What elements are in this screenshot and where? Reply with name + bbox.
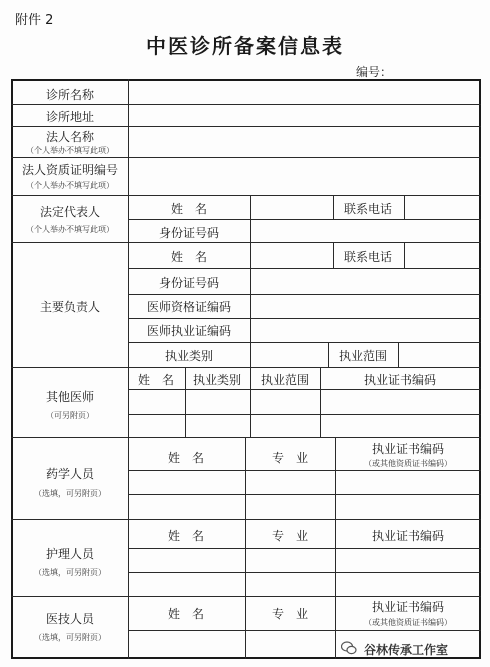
doctor-qualification-label: 医师资格证编码 bbox=[146, 300, 232, 314]
legal-representative-note: （个人举办不填写此项） bbox=[26, 225, 114, 234]
tech-cert-note: （或其他资质证书编码） bbox=[364, 618, 452, 627]
tech-cert-header: 执业证书编码 bbox=[371, 600, 445, 614]
tech-name-header: 姓 名 bbox=[167, 607, 205, 621]
pharmacy-name-header: 姓 名 bbox=[167, 451, 205, 465]
other-doctor-name-header: 姓 名 bbox=[137, 373, 175, 387]
other-doctor-cert-header: 执业证书编码 bbox=[363, 373, 437, 387]
watermark-text: 谷林传承工作室 bbox=[364, 643, 449, 657]
tech-major-header: 专 业 bbox=[271, 607, 309, 621]
practice-scope-label: 执业范围 bbox=[338, 349, 388, 363]
main-head-label: 主要负责人 bbox=[39, 300, 101, 314]
main-head-name-label: 姓 名 bbox=[170, 250, 208, 264]
nursing-label: 护理人员 bbox=[45, 547, 95, 561]
main-head-phone-label: 联系电话 bbox=[343, 250, 393, 264]
tech-label: 医技人员 bbox=[45, 612, 95, 626]
wechat-icon bbox=[341, 640, 357, 656]
qualification-note: （个人举办不填写此项） bbox=[26, 181, 114, 190]
other-doctors-label: 其他医师 bbox=[45, 390, 95, 404]
main-head-id-label: 身份证号码 bbox=[158, 276, 220, 290]
attachment-label: 附件 2 bbox=[15, 13, 54, 28]
legal-person-note: （个人举办不填写此项） bbox=[26, 146, 114, 155]
legal-representative-label: 法定代表人 bbox=[39, 205, 101, 219]
other-doctors-note: （可另附页） bbox=[46, 411, 94, 420]
pharmacy-note: （选填，可另附页） bbox=[34, 489, 106, 498]
other-doctor-scope-header: 执业范围 bbox=[260, 373, 310, 387]
pharmacy-cert-note: （或其他资质证书编码） bbox=[364, 459, 452, 468]
legal-rep-id-label: 身份证号码 bbox=[158, 226, 220, 240]
legal-rep-name-label: 姓 名 bbox=[170, 202, 208, 216]
nursing-name-header: 姓 名 bbox=[167, 529, 205, 543]
pharmacy-cert-header: 执业证书编码 bbox=[371, 442, 445, 456]
practice-type-label: 执业类别 bbox=[164, 349, 214, 363]
clinic-name-label: 诊所名称 bbox=[45, 88, 95, 102]
form-title: 中医诊所备案信息表 bbox=[146, 34, 344, 58]
serial-number-label: 编号： bbox=[356, 65, 393, 79]
tech-note: （选填，可另附页） bbox=[34, 633, 106, 642]
nursing-note: （选填，可另附页） bbox=[34, 568, 106, 577]
qualification-number-label: 法人资质证明编号 bbox=[21, 163, 119, 177]
legal-person-label: 法人名称 bbox=[45, 130, 95, 144]
other-doctor-type-header: 执业类别 bbox=[192, 373, 242, 387]
clinic-address-label: 诊所地址 bbox=[45, 110, 95, 124]
nursing-cert-header: 执业证书编码 bbox=[371, 529, 445, 543]
doctor-practice-label: 医师执业证编码 bbox=[146, 324, 232, 338]
pharmacy-label: 药学人员 bbox=[45, 467, 95, 481]
legal-rep-phone-label: 联系电话 bbox=[343, 202, 393, 216]
nursing-major-header: 专 业 bbox=[271, 529, 309, 543]
pharmacy-major-header: 专 业 bbox=[271, 451, 309, 465]
